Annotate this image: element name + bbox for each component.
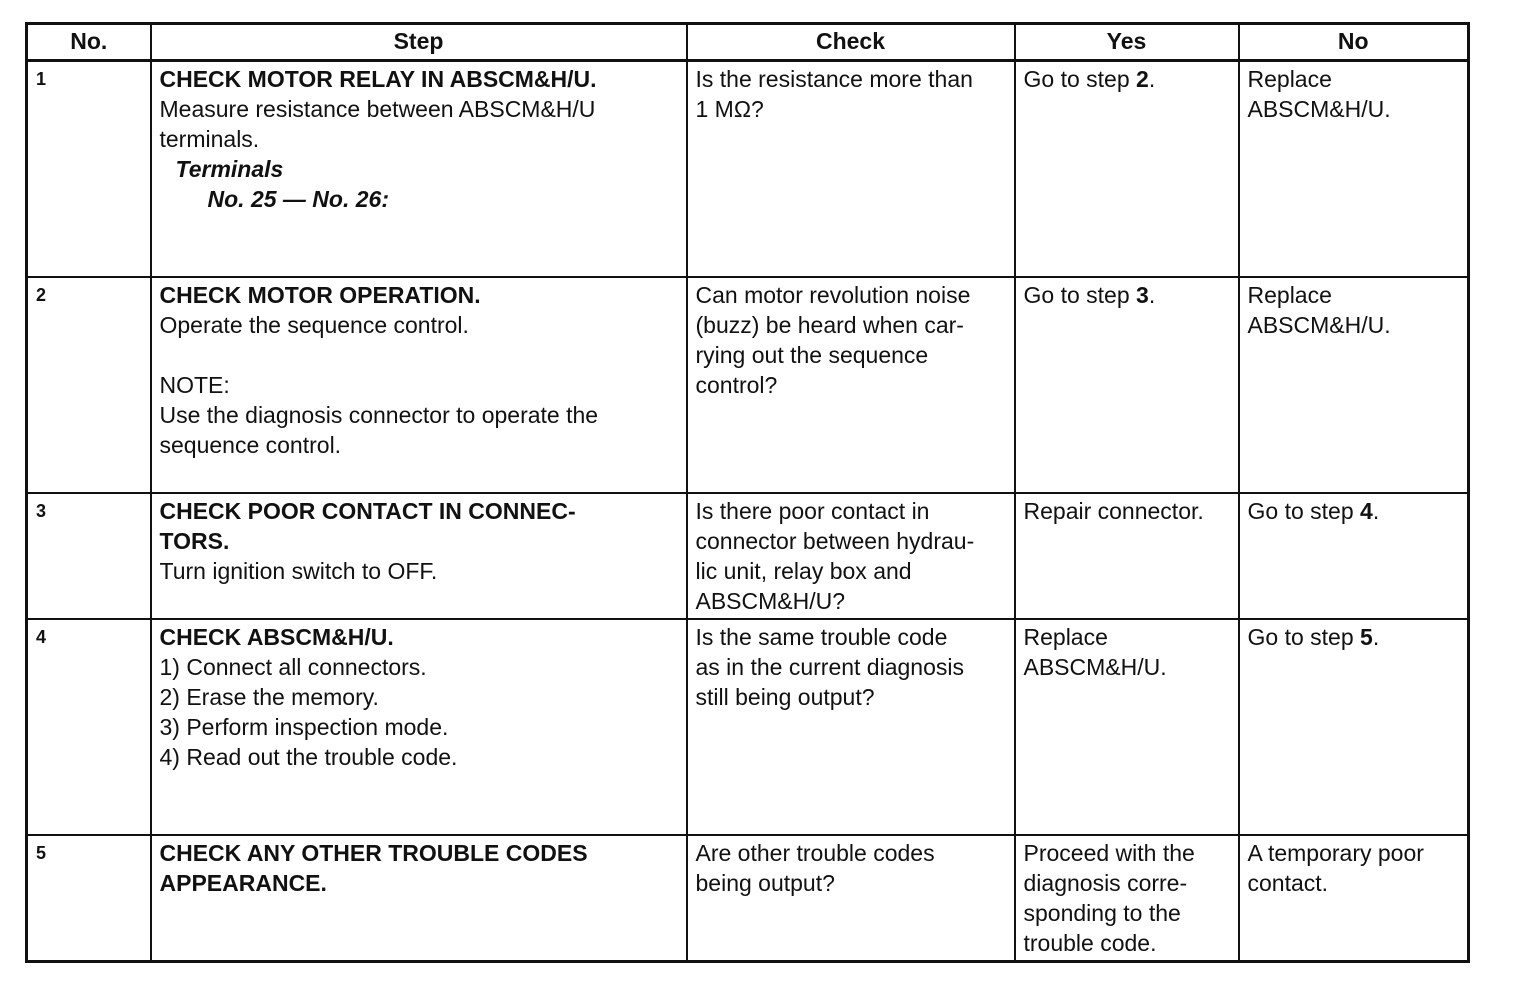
step-cell [151,619,687,835]
yes-text: Replace [1023,624,1108,650]
no-text: . [1372,498,1380,524]
check-text: ABSCM&H/U? [695,588,846,614]
check-text: (buzz) be heard when car- [695,312,964,338]
no-text: . [1372,624,1380,650]
check-text: 1 MΩ? [695,96,764,122]
header-no-result: No [1239,24,1469,61]
check-text: Is the resistance more than [695,66,973,92]
check-text: being output? [695,870,835,896]
check-text: Is the same trouble code [695,624,948,650]
check-cell [687,619,1015,835]
step-text: Turn ignition switch to OFF. [159,558,438,584]
yes-step-ref: 3 [1136,282,1149,308]
no-step-ref: 4 [1360,498,1373,524]
yes-cell [1015,277,1239,493]
step-title: CHECK MOTOR RELAY IN ABSCM&H/U. [159,66,597,92]
yes-text: trouble code. [1023,930,1157,956]
step-title: CHECK ABSCM&H/U. [159,624,394,650]
yes-text: sponding to the [1023,900,1181,926]
step-text: Measure resistance between ABSCM&H/U [159,96,596,122]
step-text: 3) Perform inspection mode. [159,714,449,740]
check-cell [687,277,1015,493]
no-text: Replace [1247,66,1332,92]
no-text: Go to step [1247,624,1361,650]
table-row [27,277,1469,493]
note-text: Use the diagnosis connector to operate the [159,402,599,428]
table-row [27,61,1469,278]
no-cell [1239,619,1469,835]
yes-text: Go to step [1023,282,1137,308]
step-cell [151,61,687,278]
table-row [27,619,1469,835]
header-step: Step [151,24,687,61]
yes-text: diagnosis corre- [1023,870,1188,896]
yes-text: Repair connector. [1023,498,1204,524]
no-cell [1239,277,1469,493]
no-text: ABSCM&H/U. [1247,96,1391,122]
table-row [27,493,1469,619]
step-cell [151,835,687,962]
check-text: Is there poor contact in [695,498,930,524]
step-title: CHECK ANY OTHER TROUBLE CODES [159,840,588,866]
step-number: 3 [27,493,151,619]
spacer [160,340,678,370]
check-text: still being output? [695,684,875,710]
check-cell [687,493,1015,619]
no-text: Replace [1247,282,1332,308]
table-row [27,835,1469,962]
check-text: lic unit, relay box and [695,558,912,584]
no-text: A temporary poor [1247,840,1424,866]
no-text: Go to step [1247,498,1361,524]
no-cell [1239,493,1469,619]
check-text: control? [695,372,778,398]
step-number: 5 [27,835,151,962]
step-title: TORS. [159,528,230,554]
step-number: 4 [27,619,151,835]
step-title: CHECK POOR CONTACT IN CONNEC- [159,498,576,524]
check-cell [687,835,1015,962]
yes-text: . [1148,66,1156,92]
yes-cell [1015,61,1239,278]
no-cell [1239,835,1469,962]
check-text: Can motor revolution noise [695,282,971,308]
check-cell [687,61,1015,278]
header-yes: Yes [1015,24,1239,61]
diagnosis-table [25,22,1470,963]
yes-cell [1015,493,1239,619]
yes-text: Proceed with the [1023,840,1195,866]
check-text: connector between hydrau- [695,528,975,554]
step-number: 2 [27,277,151,493]
yes-text: Go to step [1023,66,1137,92]
terminals-label: Terminals [175,156,284,182]
yes-cell [1015,619,1239,835]
step-text: Operate the sequence control. [159,312,469,338]
terminals-value: No. 25 — No. 26: [207,186,389,212]
note-label: NOTE: [159,372,230,398]
yes-text: . [1148,282,1156,308]
step-cell [151,493,687,619]
check-text: Are other trouble codes [695,840,935,866]
note-text: sequence control. [159,432,342,458]
no-text: ABSCM&H/U. [1247,312,1391,338]
step-number: 1 [27,61,151,278]
step-text: terminals. [159,126,260,152]
step-title: CHECK MOTOR OPERATION. [159,282,481,308]
header-no: No. [27,24,151,61]
header-check: Check [687,24,1015,61]
step-title: APPEARANCE. [159,870,327,896]
yes-text: ABSCM&H/U. [1023,654,1167,680]
check-text: as in the current diagnosis [695,654,964,680]
yes-step-ref: 2 [1136,66,1149,92]
yes-cell [1015,835,1239,962]
step-text: 1) Connect all connectors. [159,654,427,680]
step-cell [151,277,687,493]
header-row [27,24,1469,61]
no-cell [1239,61,1469,278]
step-text: 4) Read out the trouble code. [159,744,458,770]
no-text: contact. [1247,870,1329,896]
check-text: rying out the sequence [695,342,929,368]
step-text: 2) Erase the memory. [159,684,379,710]
no-step-ref: 5 [1360,624,1373,650]
